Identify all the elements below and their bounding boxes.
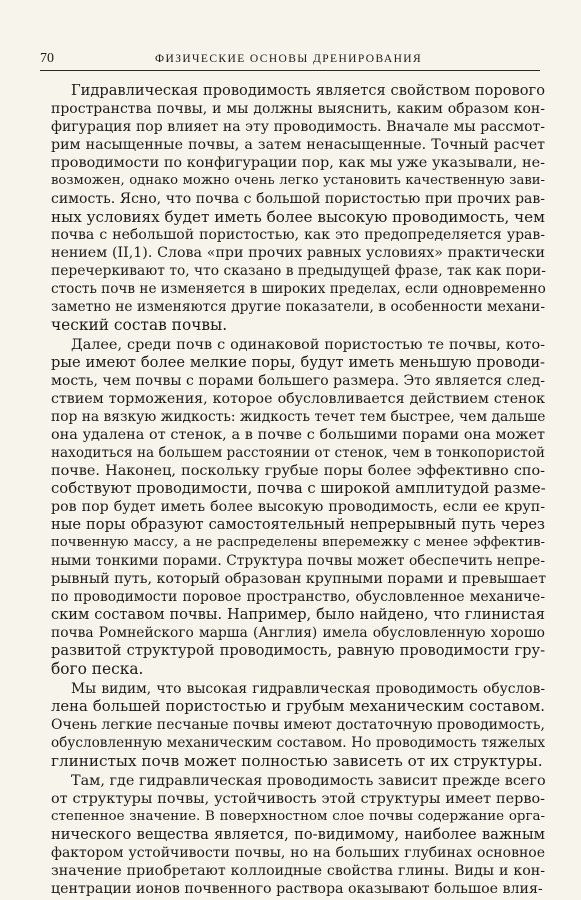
text-line: бого песка. <box>51 660 144 678</box>
text-line: мость, чем почвы с порами большего размера. Это является след- <box>51 373 545 389</box>
text-line: рим насыщенные почвы, а затем ненасыщенные. Точный расчет <box>51 137 545 153</box>
text-line: собствуют проводимости, почва с широкой амплитудой разме- <box>51 480 546 497</box>
text-line: лена большей пористостью и грубым механическим составом. <box>51 698 545 715</box>
text-line: степенное значение. В поверхностном слое почвы содержание орга- <box>51 809 545 824</box>
text-line: возможен, однако можно очень легко установить качественную зави- <box>51 173 545 188</box>
text-line: пор на вязкую жидкость: жидкость течет тем быстрее, чем дальше <box>51 409 546 425</box>
text-line: ров пор будет иметь более высокую проводимость, если ее круп- <box>51 499 545 515</box>
text-line: почва с небольшой пористостью, как это предопределяется урав- <box>51 227 545 243</box>
text-line: почвенную массу, а не распределены вперемежку с менее эффектив- <box>51 535 545 550</box>
body-text <box>51 82 545 898</box>
text-line: заметно не изменяются другие показатели, в особенности механи- <box>51 299 545 315</box>
text-line: глинистых почв может полностью зависеть от их структуры. <box>51 752 543 770</box>
paragraph <box>51 82 545 334</box>
text-line: Там, где гидравлическая проводимость зависит прежде всего <box>71 773 546 789</box>
text-line: пространства почвы, и мы должны выяснить, каким образом кон- <box>51 101 545 117</box>
page-header <box>40 51 540 69</box>
text-line: ческий состав почвы. <box>51 316 228 334</box>
text-line: Мы видим, что высокая гидравлическая проводимость обуслов- <box>71 681 545 697</box>
text-line: проводимости по конфигурации пор, как мы уже указывали, не- <box>51 155 545 171</box>
text-line: развитой структурой проводимость, равную проводимости гру- <box>51 642 545 659</box>
header-rule <box>40 70 540 71</box>
page-number: 70 <box>40 51 54 66</box>
text-line: симость. Ясно, что почва с большой пористостью при прочих рав- <box>51 191 545 207</box>
text-line: Гидравлическая проводимость является свойством порового <box>71 82 545 99</box>
text-line: обусловленную механическим составом. Но проводимость тяжелых <box>51 735 545 751</box>
text-line: ским составом почвы. Например, было найдено, что глинистая <box>51 606 545 623</box>
text-line: она удалена от стенок, а в почве с большими порами она может <box>51 427 545 443</box>
text-line: нического вещества является, по-видимому, наиболее важным <box>51 826 545 843</box>
text-line: рые имеют более мелкие поры, будут иметь меньшую проводи- <box>51 354 545 371</box>
text-line: находиться на большем расстоянии от стенок, чем в тонкопористой <box>51 445 545 461</box>
text-line: ные поры образуют самостоятельный непрерывный путь через <box>51 516 545 533</box>
running-head: ФИЗИЧЕСКИЕ ОСНОВЫ ДРЕНИРОВАНИЯ <box>155 53 423 65</box>
text-line: перечеркивают то, что сказано в предыдущей фразе, так как пори- <box>51 263 546 279</box>
text-line: фактором устойчивости почвы, но на больших глубинах основное <box>51 845 545 861</box>
text-line: по проводимости поровое пространство, обусловленное механиче- <box>51 589 545 605</box>
text-line: фигурация пор влияет на эту проводимость. Вначале мы рассмот- <box>51 119 545 135</box>
text-line: от структуры почвы, устойчивость этой структуры имеет перво- <box>51 791 545 807</box>
text-line: ствием торможения, которое обусловливается действием стенок <box>51 391 545 407</box>
text-line: почва Ромнейского марша (Англия) имела обусловленную хорошо <box>51 625 545 641</box>
paragraph <box>51 336 545 678</box>
text-line: стость почв не изменяется в широких пределах, если одновременно <box>51 281 546 297</box>
text-line: нением (II,1). Слова «при прочих равных условиях» практически <box>51 245 545 261</box>
text-line: Далее, среди почв с одинаковой пористостью те почвы, кото- <box>71 337 545 353</box>
text-line: ных условиях будет иметь более высокую проводимость, чем <box>51 208 545 226</box>
paragraph <box>51 680 545 770</box>
text-line: центрации ионов почвенного раствора оказывают большое влия- <box>51 881 543 897</box>
text-line: рывный путь, который образован крупными порами и превышает <box>51 571 547 587</box>
text-line: почве. Наконец, поскольку грубые поры более эффективно спо- <box>51 463 545 479</box>
text-line: ными тонкими порами. Структура почвы может обеспечить непре- <box>51 553 545 569</box>
paragraph <box>51 772 545 898</box>
text-line: значение приобретают коллоидные свойства глины. Виды и кон- <box>51 863 545 879</box>
text-line: Очень легкие песчаные почвы имеют достаточную проводимость, <box>51 717 545 733</box>
